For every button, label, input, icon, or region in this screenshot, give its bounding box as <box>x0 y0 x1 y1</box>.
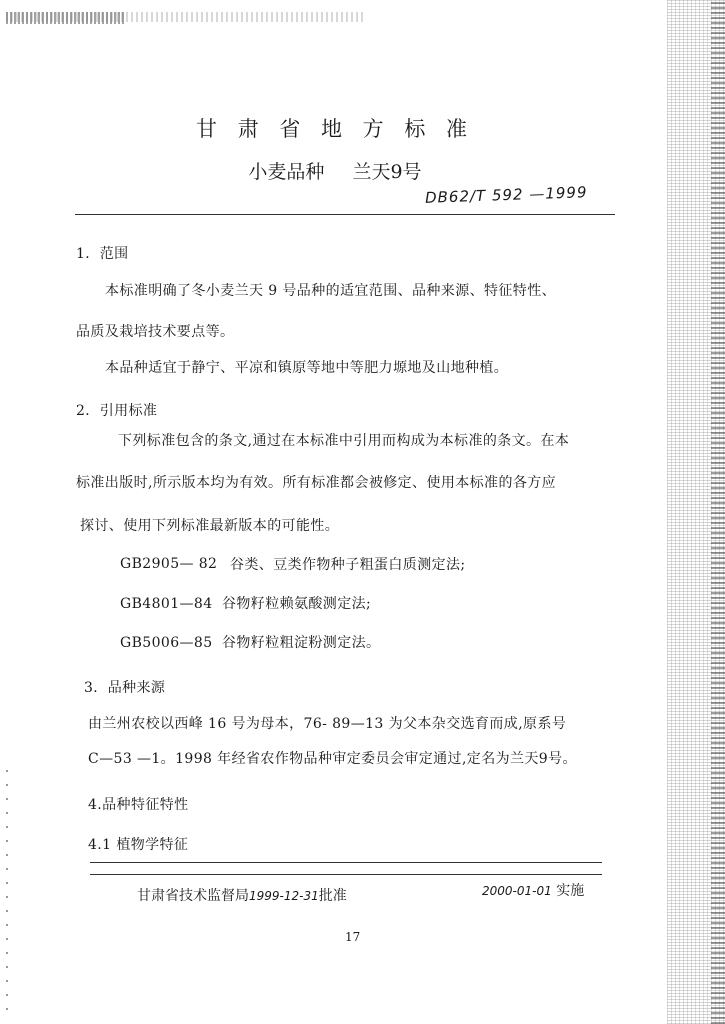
reference-code: GB4801—84 <box>120 596 213 612</box>
section-1-paragraph: 本品种适宜于静宁、平凉和镇原等地中等肥力塬地及山地种植。 <box>105 360 509 376</box>
scan-noise-top-dark <box>6 12 126 24</box>
footer-rule <box>90 862 602 863</box>
section-2-heading: 2．引用标准 <box>76 403 158 419</box>
approve-date-handwritten: 1999-12-31 <box>249 889 319 903</box>
page-title: 甘 肃 省 地 方 标 准 <box>195 117 475 141</box>
scan-margin-dots <box>6 770 8 1010</box>
reference-code: GB5006—85 <box>120 635 213 651</box>
standard-number-handwritten: DB62/T 592 —1999 <box>424 183 588 207</box>
section-2-paragraph-line: 探讨、使用下列标准最新版本的可能性。 <box>80 518 340 534</box>
reference-name: 谷物籽粒赖氨酸测定法; <box>222 596 372 612</box>
section-2-paragraph-line: 标准出版时,所示版本均为有效。所有标准都会被修定、使用本标准的各方应 <box>76 475 557 491</box>
approver-name: 甘肃省技术监督局 <box>137 888 249 904</box>
footer-rule <box>90 874 602 875</box>
section-3-paragraph-line: C—53 —1。1998 年经省农作物品种审定委员会审定通过,定名为兰天9号。 <box>88 751 577 767</box>
reference-name: 谷类、豆类作物种子粗蛋白质测定法; <box>230 557 466 573</box>
effective-label: 实施 <box>556 883 585 899</box>
reference-name: 谷物籽粒粗淀粉测定法。 <box>222 635 381 651</box>
page-number: 17 <box>345 930 361 944</box>
effective-date-handwritten: 2000-01-01 <box>482 884 552 898</box>
approve-label: 批准 <box>318 888 347 904</box>
page-subtitle: 小麦品种 兰天9号 <box>248 161 422 183</box>
reference-code: GB2905— 82 <box>120 556 218 572</box>
header-rule <box>75 214 615 215</box>
section-1-paragraph-line: 品质及栽培技术要点等。 <box>76 324 235 340</box>
scan-edge-right <box>711 0 725 1024</box>
approval-line <box>137 885 347 905</box>
section-4-1-heading: 4.1 植物学特征 <box>88 837 189 853</box>
section-3-heading: 3．品种来源 <box>84 680 166 696</box>
section-3-paragraph-line: 由兰州农校以西峰 16 号为母本，76- 89—13 为父本杂交选育而成,原系号 <box>88 716 567 732</box>
effective-line <box>482 880 584 900</box>
section-1-paragraph-line: 本标准明确了冬小麦兰天 9 号品种的适宜范围、品种来源、特征特性、 <box>105 283 557 299</box>
section-1-heading: 1．范围 <box>76 246 129 262</box>
section-4-heading: 4.品种特征特性 <box>88 797 189 813</box>
section-2-paragraph-line: 下列标准包含的条文,通过在本标准中引用而构成为本标准的条文。在本 <box>118 433 570 449</box>
